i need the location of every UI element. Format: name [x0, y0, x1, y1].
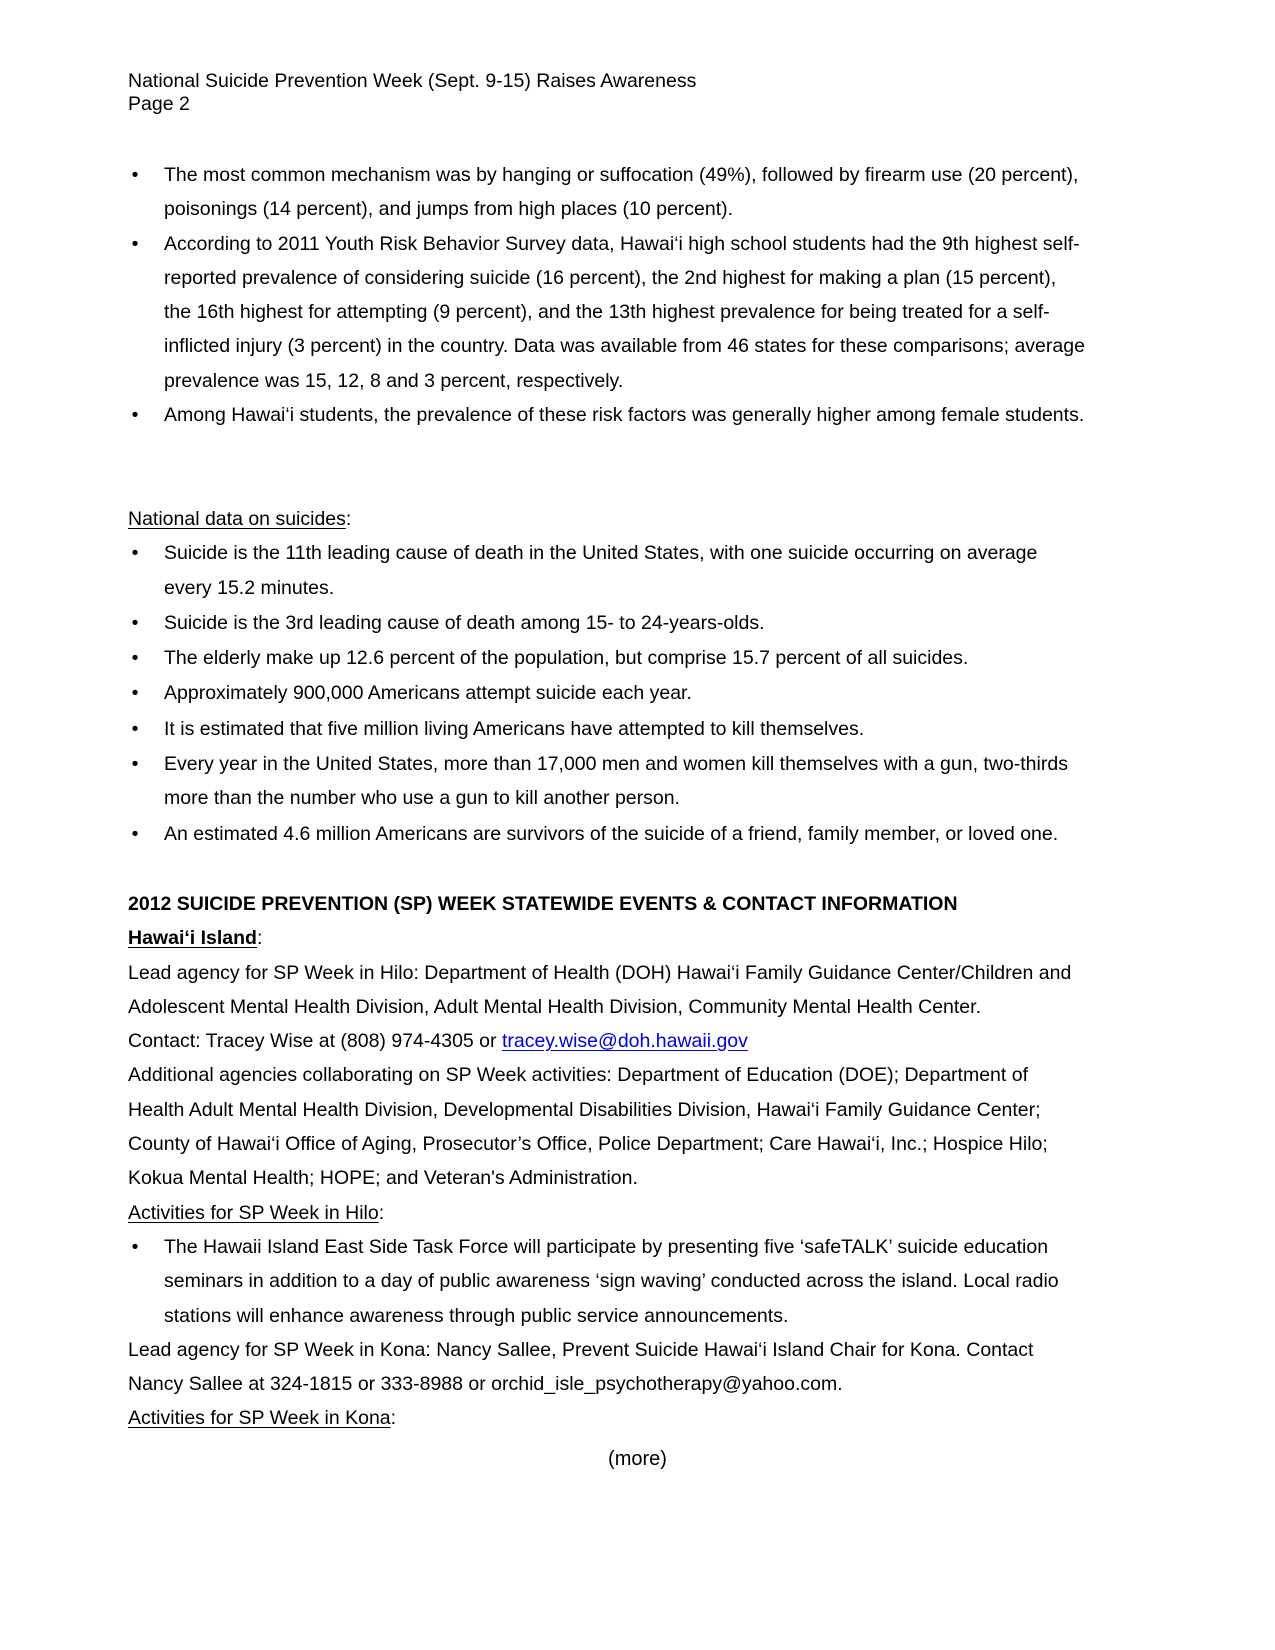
bullet-icon: •	[131, 404, 139, 427]
bullet-icon: •	[131, 753, 139, 776]
header-title: National Suicide Prevention Week (Sept. 9-15) Raises Awareness	[128, 70, 697, 92]
hawaii-stats-section	[128, 158, 1088, 432]
bullet-icon: •	[131, 611, 139, 634]
bullet-icon: •	[131, 542, 139, 565]
hilo-lead-agency: Lead agency for SP Week in Hilo: Department of Health (DOH) Hawai‘i Family Guidance Center/Children and Adolescent Mental Health Division, Adult Mental Health Division, Community Mental Health Center.	[128, 961, 1072, 1018]
list-item: • Suicide is the 3rd leading cause of death among 15- to 24-years-olds.	[128, 606, 1088, 640]
header-page-number: Page 2	[128, 93, 190, 115]
hilo-contact-email-link[interactable]: tracey.wise@doh.hawaii.gov	[501, 1030, 748, 1053]
list-item: • Suicide is the 11th leading cause of death in the United States, with one suicide occurring on average every 15.2 minutes.	[128, 536, 1088, 605]
list-item: • The most common mechanism was by hanging or suffocation (49%), followed by firearm use (20 percent), poisonings (14 percent), and jumps from high places (10 percent).	[128, 158, 1088, 227]
hilo-activities-list	[128, 1230, 1088, 1333]
hilo-contact: Contact: Tracey Wise at (808) 974-4305 or tracey.wise@doh.hawaii.gov	[128, 1030, 748, 1053]
island-heading: Hawai‘i Island:	[128, 927, 263, 950]
events-section	[128, 887, 1088, 1436]
list-item: • Approximately 900,000 Americans attempt suicide each year.	[128, 676, 1088, 710]
running-header	[128, 70, 1088, 116]
bullet-icon: •	[131, 232, 139, 255]
list-item: • The Hawaii Island East Side Task Force will participate by presenting five ‘safeTALK’ suicide education seminars in addition to a day of public awareness ‘sign waving’ conducted across the island. Local radio stations will enhance awareness through public service announcements.	[128, 1230, 1088, 1333]
list-item: • According to 2011 Youth Risk Behavior Survey data, Hawai‘i high school students had the 9th highest self-reported prevalence of considering suicide (16 percent), the 2nd highest for making a plan (15 percent), the 16th highest for attempting (9 percent), and the 13th highest prevalence for being treated for a self-inflicted injury (3 percent) in the country. Data was available from 46 states for these comparisons; average prevalence was 15, 12, 8 and 3 percent, respectively.	[128, 227, 1088, 398]
kona-lead-agency: Lead agency for SP Week in Kona: Nancy Sallee, Prevent Suicide Hawai‘i Island Chair for Kona. Contact Nancy Sallee at 324-1815 or 333-8988 or orchid_isle_psychotherapy@yahoo.com.	[128, 1338, 1034, 1396]
continued-marker: (more)	[608, 1448, 667, 1470]
bullet-icon: •	[131, 647, 139, 670]
list-item: • Among Hawai‘i students, the prevalence of these risk factors was generally higher among female students.	[128, 398, 1088, 432]
list-item: • It is estimated that five million living Americans have attempted to kill themselves.	[128, 712, 1088, 746]
national-data-list	[128, 536, 1088, 851]
hawaii-stats-list	[128, 158, 1088, 432]
national-data-section	[128, 502, 1088, 851]
events-heading: 2012 SUICIDE PREVENTION (SP) WEEK STATEWIDE EVENTS & CONTACT INFORMATION	[128, 893, 958, 915]
section-heading: National data on suicides:	[128, 508, 352, 530]
hilo-activities-heading: Activities for SP Week in Hilo:	[128, 1201, 385, 1224]
bullet-icon: •	[131, 682, 139, 705]
kona-activities-heading: Activities for SP Week in Kona:	[128, 1407, 397, 1430]
list-item: • An estimated 4.6 million Americans are survivors of the suicide of a friend, family member, or loved one.	[128, 817, 1088, 851]
list-item: • The elderly make up 12.6 percent of the population, but comprise 15.7 percent of all suicides.	[128, 641, 1088, 675]
bullet-icon: •	[131, 717, 139, 740]
bullet-icon: •	[131, 164, 139, 186]
bullet-icon: •	[131, 822, 139, 845]
additional-agencies: Additional agencies collaborating on SP Week activities: Department of Education (DOE); Department of Health Adult Mental Health Division, Developmental Disabilities Division, Hawai‘i Family Guidance Center; County of Hawai‘i Office of Aging, Prosecutor’s Office, Police Department; Care Hawai‘i, Inc.; Hospice Hilo; Kokua Mental Health; HOPE; and Veteran's Administration.	[128, 1064, 1048, 1190]
bullet-icon: •	[131, 1235, 139, 1258]
document-page	[128, 70, 1088, 1430]
list-item: • Every year in the United States, more than 17,000 men and women kill themselves with a gun, two-thirds more than the number who use a gun to kill another person.	[128, 747, 1088, 816]
